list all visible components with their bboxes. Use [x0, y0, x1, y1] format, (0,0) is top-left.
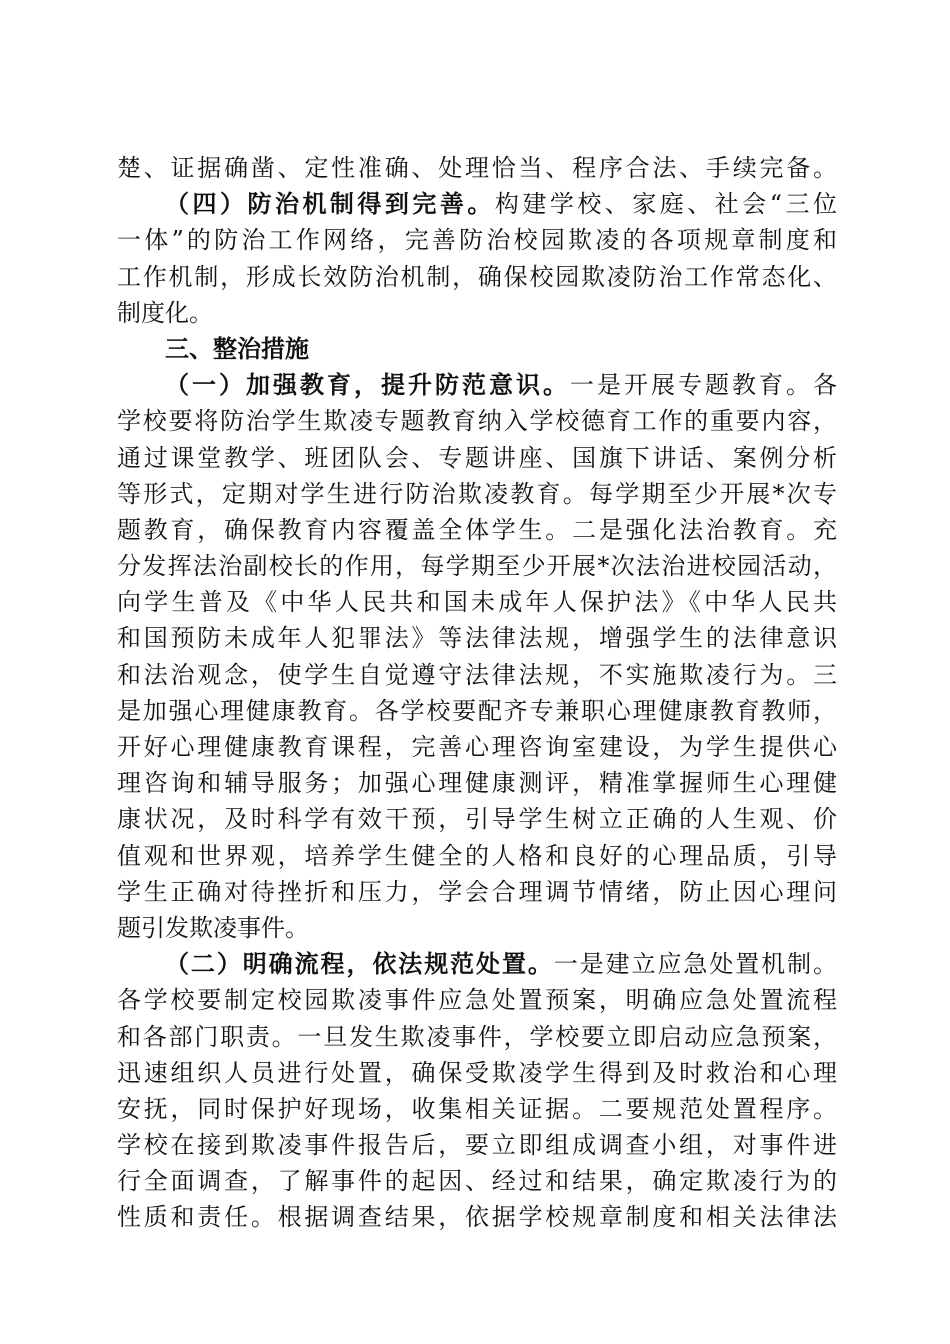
paragraph-line: 和各部门职责。一旦发生欺凌事件，学校要立即启动应急预案， [117, 1022, 837, 1051]
paragraph-line: 和法治观念，使学生自觉遵守法律法规，不实施欺凌行为。三 [117, 660, 837, 689]
paragraph-line: 行全面调查，了解事件的起因、经过和结果，确定欺凌行为的 [117, 1167, 837, 1196]
paragraph-line: 理咨询和辅导服务；加强心理健康测评，精准掌握师生心理健 [117, 769, 837, 798]
paragraph-line: 学校要将防治学生欺凌专题教育纳入学校德育工作的重要内容， [117, 407, 837, 436]
paragraph-line [117, 367, 837, 403]
paragraph-line: 题教育，确保教育内容覆盖全体学生。二是强化法治教育。充 [117, 515, 837, 544]
paragraph-line: 制度化。 [117, 298, 213, 327]
paragraph-line: 工作机制，形成长效防治机制，确保校园欺凌防治工作常态化、 [117, 262, 837, 291]
paragraph-line [117, 946, 837, 982]
subheading-lead: （四）防治机制得到完善。 [165, 190, 495, 219]
paragraph-line: 开好心理健康教育课程，完善心理咨询室建设，为学生提供心 [117, 733, 837, 761]
paragraph-line: 康状况，及时科学有效干预，引导学生树立正确的人生观、价 [117, 805, 837, 834]
paragraph-line: 迅速组织人员进行处置，确保受欺凌学生得到及时救治和心理 [117, 1058, 837, 1087]
paragraph-line: 安抚，同时保护好现场，收集相关证据。二要规范处置程序。 [117, 1094, 837, 1123]
paragraph-line [117, 186, 837, 222]
paragraph-line: 学校在接到欺凌事件报告后，要立即组成调查小组，对事件进 [117, 1131, 837, 1160]
paragraph-text: 一是开展专题教育。各 [570, 371, 837, 400]
subheading-lead: （二）明确流程，依法规范处置。 [165, 950, 554, 979]
paragraph-line: 通过课堂教学、班团队会、专题讲座、国旗下讲话、案例分析 [117, 443, 837, 472]
paragraph-line: 等形式，定期对学生进行防治欺凌教育。每学期至少开展*次专 [117, 479, 837, 508]
paragraph-line: 值观和世界观，培养学生健全的人格和良好的心理品质，引导 [117, 841, 837, 870]
paragraph-line: 向学生普及《中华人民共和国未成年人保护法》《中华人民共 [117, 588, 837, 617]
paragraph-line: 楚、证据确凿、定性准确、处理恰当、程序合法、手续完备。 [117, 154, 837, 182]
paragraph-line: 学生正确对待挫折和压力，学会合理调节情绪，防止因心理问 [117, 877, 837, 906]
section-heading: 三、整治措施 [165, 334, 309, 363]
subheading-lead: （一）加强教育，提升防范意识。 [165, 371, 570, 400]
paragraph-line: 题引发欺凌事件。 [117, 913, 309, 942]
document-body [117, 150, 837, 1236]
paragraph-line: 各学校要制定校园欺凌事件应急处置预案，明确应急处置流程 [117, 986, 837, 1015]
paragraph-line: 和国预防未成年人犯罪法》等法律法规，增强学生的法律意识 [117, 624, 837, 653]
paragraph-line: 分发挥法治副校长的作用，每学期至少开展*次法治进校园活动， [117, 552, 837, 581]
paragraph-text: 构建学校、家庭、社会“三位 [494, 190, 837, 219]
paragraph-line: 一体”的防治工作网络，完善防治校园欺凌的各项规章制度和 [117, 226, 837, 255]
paragraph-line: 性质和责任。根据调查结果，依据学校规章制度和相关法律法 [117, 1203, 837, 1232]
paragraph-line: 是加强心理健康教育。各学校要配齐专兼职心理健康教育教师， [117, 696, 837, 725]
paragraph-text: 一是建立应急处置机制。 [553, 950, 838, 979]
